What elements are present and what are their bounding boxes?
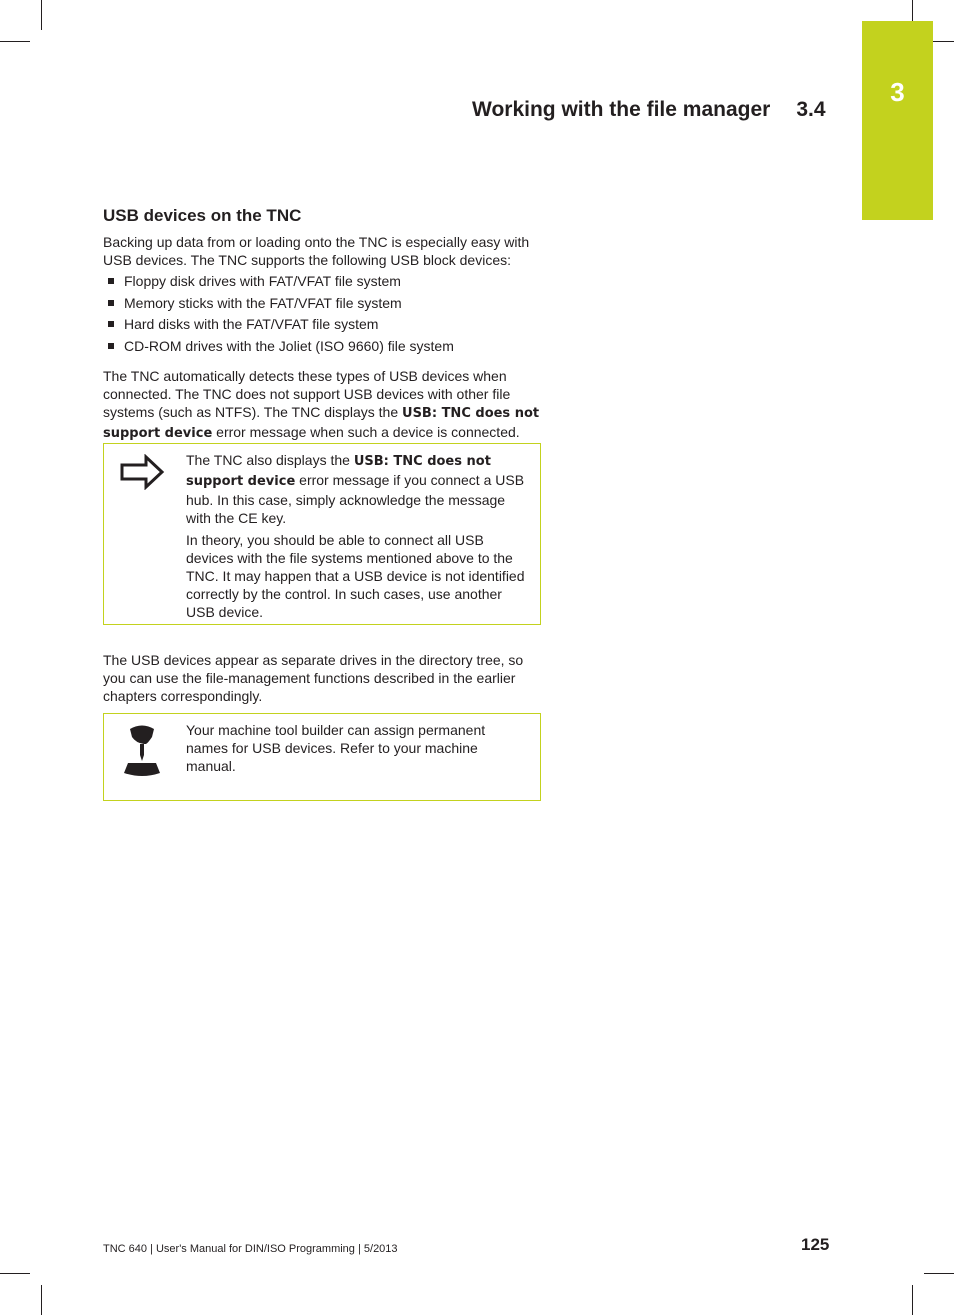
main-content bbox=[103, 205, 543, 801]
chapter-number: 3 bbox=[890, 77, 905, 107]
list-item: Memory sticks with the FAT/VFAT file system bbox=[103, 294, 543, 312]
error-message-name: USB: TNC does not support device bbox=[103, 406, 540, 441]
device-list bbox=[103, 272, 543, 355]
note-paragraph: The TNC also displays the USB: TNC does not support device error message if you connect a USB hub. In this case, simply acknowledge the message with the CE key. bbox=[186, 452, 525, 526]
note-text bbox=[186, 714, 540, 785]
detection-paragraph: The TNC automatically detects these types of USB devices when connected. The TNC does not support USB devices with other file systems (such as NTFS). The TNC displays the USB: TNC does not support device error message when such a device is connected. bbox=[103, 368, 540, 441]
crop-mark bbox=[0, 41, 30, 42]
machine-tool-icon bbox=[124, 723, 168, 779]
page-number: 125 bbox=[801, 1235, 830, 1254]
crop-mark bbox=[924, 1273, 954, 1274]
running-header bbox=[472, 98, 826, 122]
bullet-icon bbox=[108, 343, 114, 349]
crop-mark bbox=[0, 1273, 30, 1274]
section-heading: USB devices on the TNC bbox=[103, 206, 302, 225]
intro-paragraph: Backing up data from or loading onto the TNC is especially easy with USB devices. The TNC supports the following USB block devices: bbox=[103, 234, 530, 268]
note-box-usb-hub bbox=[103, 443, 541, 625]
crop-mark bbox=[41, 0, 42, 30]
list-item: CD-ROM drives with the Joliet (ISO 9660) file system bbox=[103, 337, 543, 355]
error-message-name: USB: TNC does not support device bbox=[186, 454, 491, 489]
header-title: Working with the file manager bbox=[472, 98, 771, 121]
bullet-icon bbox=[108, 278, 114, 284]
header-section-number: 3.4 bbox=[796, 98, 826, 121]
note-paragraph: In theory, you should be able to connect all USB devices with the file systems mentioned above to the TNC. It may happen that a USB device is not identified correctly by the control. In such cases, use another USB device. bbox=[186, 532, 525, 620]
list-item: Hard disks with the FAT/VFAT file system bbox=[103, 315, 543, 333]
note-box-machine bbox=[103, 713, 541, 801]
note-paragraph: Your machine tool builder can assign permanent names for USB devices. Refer to your machine manual. bbox=[186, 722, 486, 774]
note-text bbox=[186, 444, 540, 631]
bullet-icon bbox=[108, 300, 114, 306]
bullet-icon bbox=[108, 321, 114, 327]
drives-paragraph: The USB devices appear as separate drives in the directory tree, so you can use the file-management functions described in the earlier chapters correspondingly. bbox=[103, 652, 524, 704]
crop-mark bbox=[41, 1285, 42, 1315]
arrow-right-icon bbox=[119, 454, 165, 490]
crop-mark bbox=[912, 1285, 913, 1315]
footer-text: TNC 640 | User's Manual for DIN/ISO Programming | 5/2013 bbox=[103, 1243, 398, 1255]
chapter-tab bbox=[862, 21, 933, 220]
list-item: Floppy disk drives with FAT/VFAT file system bbox=[103, 272, 543, 290]
